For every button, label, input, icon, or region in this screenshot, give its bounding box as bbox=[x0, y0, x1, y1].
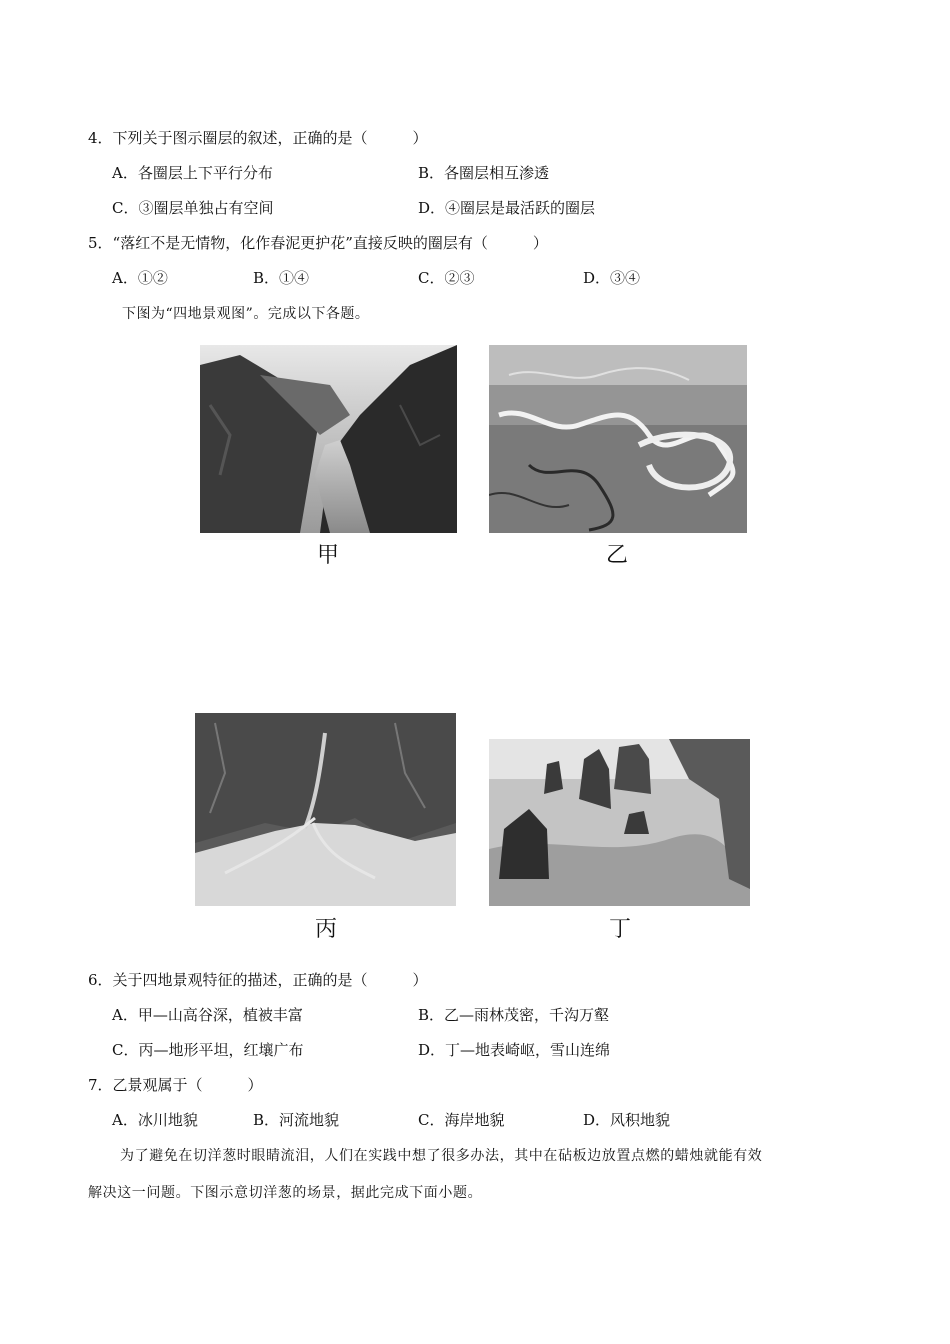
intro-onion-line2: 解决这一问题。下图示意切洋葱的场景，据此完成下面小题。 bbox=[88, 1185, 483, 1201]
q6-option-b: B．乙—雨林茂密，千沟万壑 bbox=[418, 1006, 610, 1024]
caption-bing: 丙 bbox=[314, 917, 337, 942]
q6-stem: 6．关于四地景观特征的描述，正确的是（ ） bbox=[88, 971, 428, 989]
photo-bing-alluvial-fan bbox=[195, 713, 456, 906]
intro-onion-line1: 为了避免在切洋葱时眼睛流泪，人们在实践中想了很多办法，其中在砧板边放置点燃的蜡烛就能有效 bbox=[120, 1148, 763, 1164]
intro-four-landscapes: 下图为“四地景观图”。完成以下各题。 bbox=[122, 306, 370, 322]
caption-jia: 甲 bbox=[316, 543, 339, 568]
q7-option-b: B．河流地貌 bbox=[253, 1111, 340, 1129]
caption-ding: 丁 bbox=[608, 917, 631, 942]
q4-option-c: C．③圈层单独占有空间 bbox=[112, 199, 274, 217]
q7-option-a: A．冰川地貌 bbox=[112, 1111, 198, 1129]
q5-option-d: D．③④ bbox=[583, 269, 641, 287]
photo-ding-sea-stacks bbox=[489, 739, 750, 906]
q7-option-d: D．风积地貌 bbox=[583, 1111, 671, 1129]
q7-stem: 7．乙景观属于（ ） bbox=[88, 1076, 263, 1094]
caption-yi: 乙 bbox=[605, 543, 628, 568]
q4-option-d: D．④圈层是最活跃的圈层 bbox=[418, 199, 596, 217]
q5-option-a: A．①② bbox=[112, 269, 168, 287]
photo-yi-meanders bbox=[489, 345, 747, 533]
q5-option-b: B．①④ bbox=[253, 269, 310, 287]
photo-jia-canyon bbox=[200, 345, 457, 533]
q6-option-c: C．丙—地形平坦，红壤广布 bbox=[112, 1041, 304, 1059]
q4-option-b: B．各圈层相互渗透 bbox=[418, 164, 550, 182]
q4-option-a: A．各圈层上下平行分布 bbox=[112, 164, 273, 182]
q7-option-c: C．海岸地貌 bbox=[418, 1111, 505, 1129]
q5-stem: 5．“落红不是无情物，化作春泥更护花”直接反映的圈层有（ ） bbox=[88, 234, 548, 252]
q5-option-c: C．②③ bbox=[418, 269, 475, 287]
q4-stem: 4．下列关于图示圈层的叙述，正确的是（ ） bbox=[88, 129, 428, 147]
q6-option-a: A．甲—山高谷深，植被丰富 bbox=[112, 1006, 303, 1024]
q6-option-d: D．丁—地表崎岖，雪山连绵 bbox=[418, 1041, 611, 1059]
